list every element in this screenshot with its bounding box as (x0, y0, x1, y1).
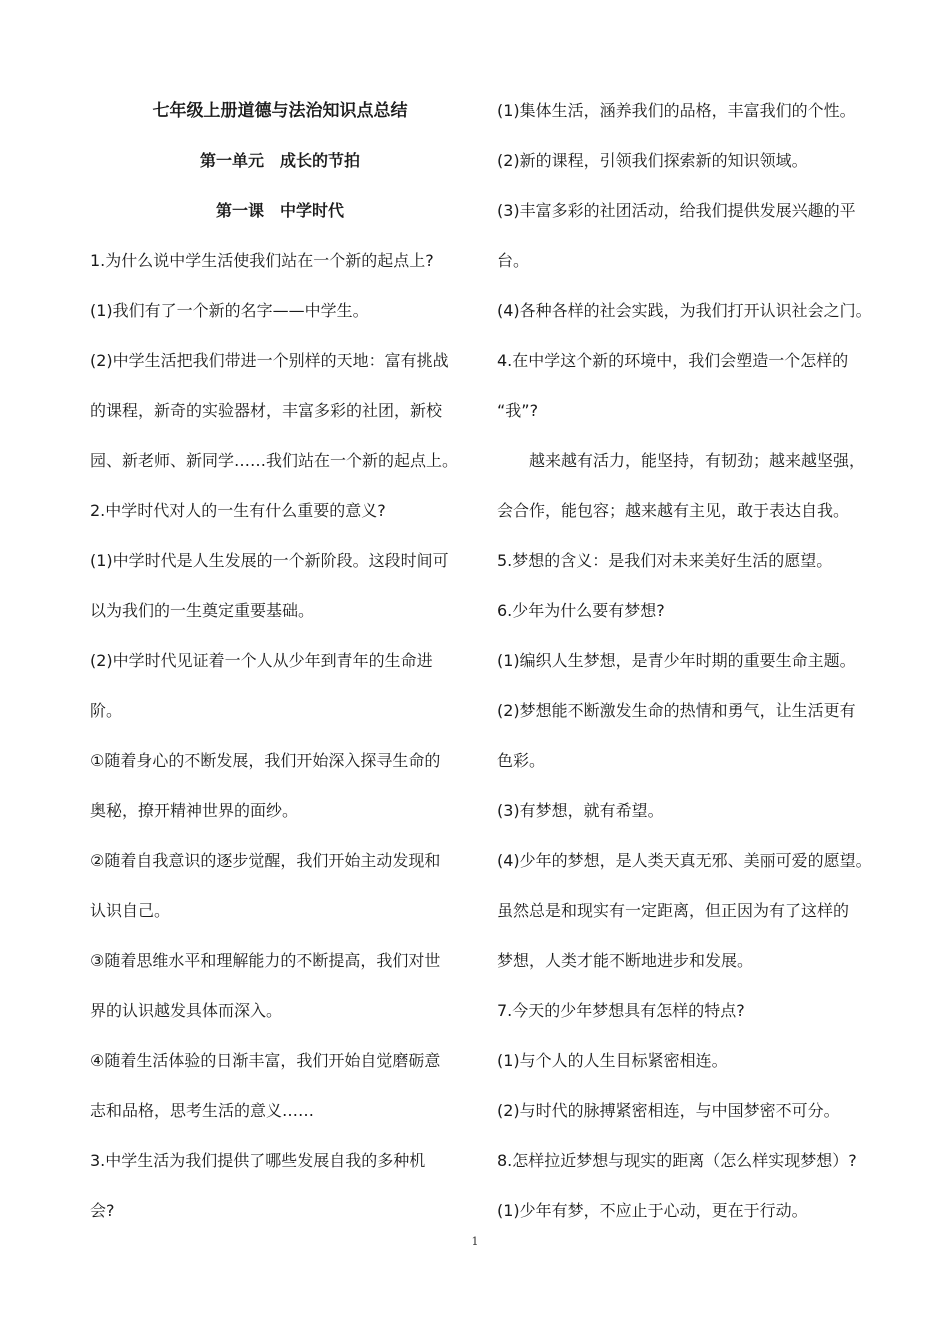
text-line: (2)新的课程，引领我们探索新的知识领域。 (497, 151, 808, 170)
text-line: 1.为什么说中学生活使我们站在一个新的起点上? (90, 251, 434, 270)
text-line: 越来越有活力，能坚持，有韧劲；越来越坚强， (529, 451, 866, 470)
text-line: (2)中学生活把我们带进一个别样的天地：富有挑战 (90, 351, 449, 370)
text-line: (4)少年的梦想，是人类天真无邪、美丽可爱的愿望。 (497, 851, 872, 870)
text-line: 台。 (497, 251, 530, 270)
right-column (497, 86, 887, 1236)
unit-heading: 第一单元 成长的节拍 (199, 151, 360, 170)
text-line: 4.在中学这个新的环境中，我们会塑造一个怎样的 (497, 351, 849, 370)
text-line: (1)少年有梦，不应止于心动，更在于行动。 (497, 1201, 808, 1220)
text-line: (1)编织人生梦想，是青少年时期的重要生命主题。 (497, 651, 856, 670)
text-line: ②随着自我意识的逐步觉醒，我们开始主动发现和 (90, 851, 441, 870)
text-line: (2)中学时代见证着一个人从少年到青年的生命进 (90, 651, 433, 670)
left-column (90, 86, 470, 1236)
text-line: ④随着生活体验的日渐丰富，我们开始自觉磨砺意 (90, 1051, 441, 1070)
text-line: (4)各种各样的社会实践，为我们打开认识社会之门。 (497, 301, 872, 320)
text-line: (2)与时代的脉搏紧密相连，与中国梦密不可分。 (497, 1101, 840, 1120)
text-line: 梦想，人类才能不断地进步和发展。 (497, 951, 754, 970)
text-line: 阶。 (90, 701, 123, 720)
text-line: (1)中学时代是人生发展的一个新阶段。这段时间可 (90, 551, 449, 570)
text-line: 志和品格，思考生活的意义…… (90, 1101, 315, 1120)
text-line: (1)集体生活，涵养我们的品格，丰富我们的个性。 (497, 101, 856, 120)
text-line: (3)丰富多彩的社团活动，给我们提供发展兴趣的平 (497, 201, 856, 220)
text-line: 色彩。 (497, 751, 546, 770)
text-line: ①随着身心的不断发展，我们开始深入探寻生命的 (90, 751, 441, 770)
document-title: 七年级上册道德与法治知识点总结 (152, 101, 408, 121)
text-line: 6.少年为什么要有梦想? (497, 601, 665, 620)
text-line: 会合作，能包容；越来越有主见，敢于表达自我。 (497, 501, 850, 520)
lesson-heading: 第一课 中学时代 (215, 201, 344, 220)
text-line: 7.今天的少年梦想具有怎样的特点? (497, 1001, 745, 1020)
text-line: 8.怎样拉近梦想与现实的距离（怎么样实现梦想）? (497, 1151, 857, 1170)
text-line: 的课程，新奇的实验器材，丰富多彩的社团，新校 (90, 401, 443, 420)
text-line: (3)有梦想，就有希望。 (497, 801, 664, 820)
text-line: (1)与个人的人生目标紧密相连。 (497, 1051, 728, 1070)
text-line: 奥秘，撩开精神世界的面纱。 (90, 801, 299, 820)
text-line: 2.中学时代对人的一生有什么重要的意义? (90, 501, 386, 520)
text-line: 以为我们的一生奠定重要基础。 (90, 601, 315, 620)
text-line: 认识自己。 (90, 901, 171, 920)
text-line: 虽然总是和现实有一定距离，但正因为有了这样的 (497, 901, 850, 920)
page-number: 1 (471, 1235, 479, 1248)
text-line: 5.梦想的含义：是我们对未来美好生活的愿望。 (497, 551, 833, 570)
text-line: 界的认识越发具体而深入。 (90, 1001, 283, 1020)
text-line: 会? (90, 1201, 115, 1220)
text-line: “我”? (497, 401, 539, 420)
text-line: (1)我们有了一个新的名字——中学生。 (90, 301, 369, 320)
text-line: (2)梦想能不断激发生命的热情和勇气，让生活更有 (497, 701, 856, 720)
text-line: 3.中学生活为我们提供了哪些发展自我的多种机 (90, 1151, 426, 1170)
text-line: 园、新老师、新同学……我们站在一个新的起点上。 (90, 451, 459, 470)
text-line: ③随着思维水平和理解能力的不断提高，我们对世 (90, 951, 441, 970)
